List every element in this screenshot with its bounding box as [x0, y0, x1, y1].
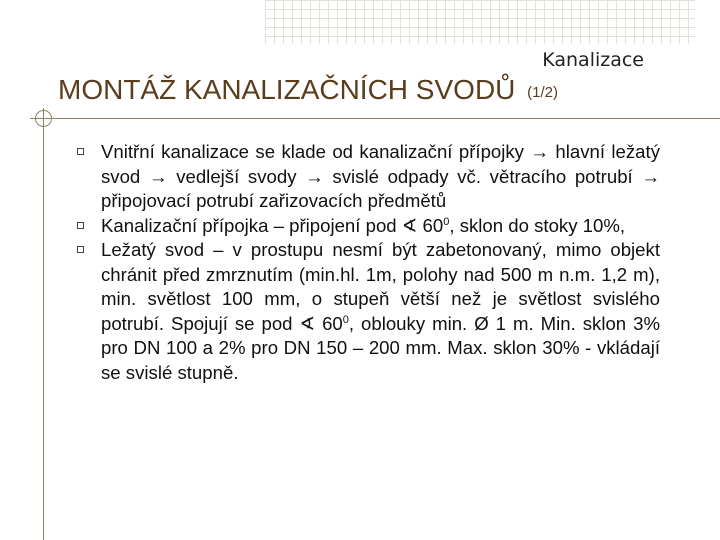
degree-superscript: 0	[342, 313, 349, 326]
slide-part-indicator: (1/2)	[527, 84, 559, 101]
vertical-decor-line	[43, 108, 44, 540]
bullet-text: Ležatý svod – v prostupu nesmí být zabetonovaný, mimo objekt chránit před zmrznutím (min.hl. 1m, polohy nad 500 m n.m. 1,2 m), min. světlost 100 mm, o stupeň větší než je světlost svislého potrubí. Spojují se pod ∢ 60	[101, 239, 660, 334]
bullet-item	[74, 140, 660, 214]
horizontal-decor-line	[30, 118, 720, 119]
bullet-item	[74, 238, 660, 385]
bullet-item	[74, 214, 660, 239]
bullet-text-cont: , oblouky min. Ø 1 m. Min. sklon 3% pro DN 100 a 2% pro DN 150 – 200 mm. Max. sklon 30% - vkládají se svislé stupně.	[101, 312, 660, 383]
slide-title-text: MONTÁŽ KANALIZAČNÍCH SVODŮ	[58, 74, 516, 105]
bullet-text-cont: , sklon do stoky 10%,	[449, 214, 626, 236]
grid-decoration	[265, 0, 695, 44]
degree-superscript: 0	[443, 215, 450, 228]
slide-title	[58, 74, 558, 106]
bullet-text: Kanalizační přípojka – připojení pod ∢ 60	[101, 214, 444, 236]
square-bullet-icon	[77, 246, 84, 253]
bullet-text: Vnitřní kanalizace se klade od kanalizační přípojky → hlavní ležatý svod → vedlejší svody → svislé odpady vč. větracího potrubí → připojovací potrubí zařizovacích předmětů	[101, 141, 660, 211]
square-bullet-icon	[77, 222, 84, 229]
square-bullet-icon	[77, 148, 84, 155]
section-label: Kanalizace	[542, 49, 644, 71]
bullet-list	[74, 140, 660, 385]
decor-circle	[35, 110, 52, 127]
